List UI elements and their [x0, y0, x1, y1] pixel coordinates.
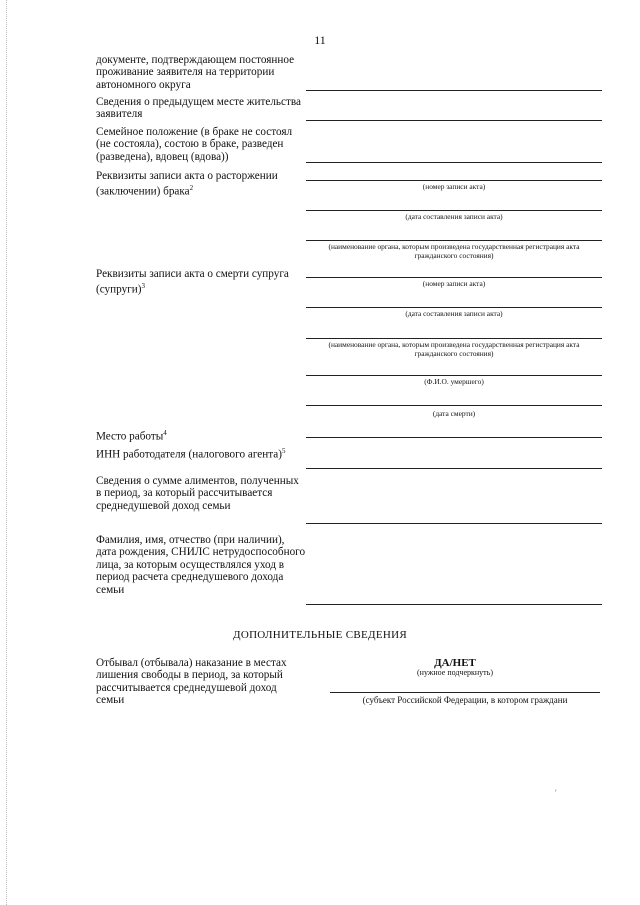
death-date-line[interactable]: [306, 405, 602, 406]
death-registration-body-line[interactable]: [306, 338, 602, 339]
subject-caption: (субъект Российской Федерации, в котором граждани: [362, 695, 568, 705]
left-edge-dots: [6, 0, 8, 905]
marital-status-line[interactable]: [306, 162, 602, 163]
death-record-label: Реквизиты записи акта о смерти супруга (супруги)$^3$: [96, 268, 289, 297]
alimony-line[interactable]: [306, 523, 602, 524]
stray-mark: ': [555, 788, 557, 798]
alimony-label: Сведения о сумме алиментов, полученных в период, за который рассчитывается среднедушевой доход семьи: [96, 475, 299, 512]
previous-residence-label: Сведения о предыдущем месте жительства заявителя: [96, 96, 301, 121]
death-record-number-line[interactable]: [306, 277, 602, 278]
deceased-name-line[interactable]: [306, 375, 602, 376]
additional-info-title: ДОПОЛНИТЕЛЬНЫЕ СВЕДЕНИЯ: [233, 629, 407, 641]
divorce-record-number-line[interactable]: [306, 180, 602, 181]
marital-status-label: Семейное положение (в браке не состоял (не состояла), состою в браке, разведен (разведена), вдовец (вдова)): [96, 126, 293, 163]
divorce-record-date-line[interactable]: [306, 210, 602, 211]
residence-document-label: документе, подтверждающем постоянное проживание заявителя на территории автономного округа: [96, 54, 295, 91]
death-registration-body-caption: (наименование органа, которым произведена государственная регистрация акта гражданского состояния): [328, 340, 580, 358]
death-record-date-caption: (дата составления записи акта): [405, 309, 503, 318]
care-person-label: Фамилия, имя, отчество (при наличии), дата рождения, СНИЛС нетрудоспособного лица, за которым осуществлялся уход в период расчета среднедушевого дохода семьи: [96, 534, 306, 596]
answer-hint: (нужное подчеркнуть): [417, 668, 493, 677]
workplace-line[interactable]: [306, 437, 602, 438]
divorce-record-label: Реквизиты записи акта о расторжении (заключении) брака$^2$: [96, 170, 278, 199]
imprisonment-question: Отбывал (отбывала) наказание в местах лишения свободы в период, за который рассчитывается среднедушевой доход семьи: [96, 657, 287, 707]
deceased-name-caption: (Ф.И.О. умершего): [424, 377, 484, 386]
subject-line[interactable]: [330, 692, 600, 693]
divorce-record-date-caption: (дата составления записи акта): [405, 212, 503, 221]
death-record-date-line[interactable]: [306, 307, 602, 308]
workplace-label: Место работы$^4$: [96, 429, 167, 443]
divorce-registration-body-caption: (наименование органа, которым произведена государственная регистрация акта гражданского состояния): [328, 242, 580, 260]
employer-inn-label: ИНН работодателя (налогового агента)$^5$: [96, 447, 286, 461]
care-person-line[interactable]: [306, 604, 602, 605]
page-number: 11: [314, 33, 326, 47]
residence-document-line[interactable]: [306, 90, 602, 91]
previous-residence-line[interactable]: [306, 120, 602, 121]
yes-no-answer[interactable]: ДА/НЕТ: [434, 657, 476, 669]
divorce-registration-body-line[interactable]: [306, 240, 602, 241]
divorce-record-number-caption: (номер записи акта): [422, 182, 486, 191]
employer-inn-line[interactable]: [306, 468, 602, 469]
death-record-number-caption: (номер записи акта): [422, 279, 486, 288]
death-date-caption: (дата смерти): [432, 409, 476, 418]
